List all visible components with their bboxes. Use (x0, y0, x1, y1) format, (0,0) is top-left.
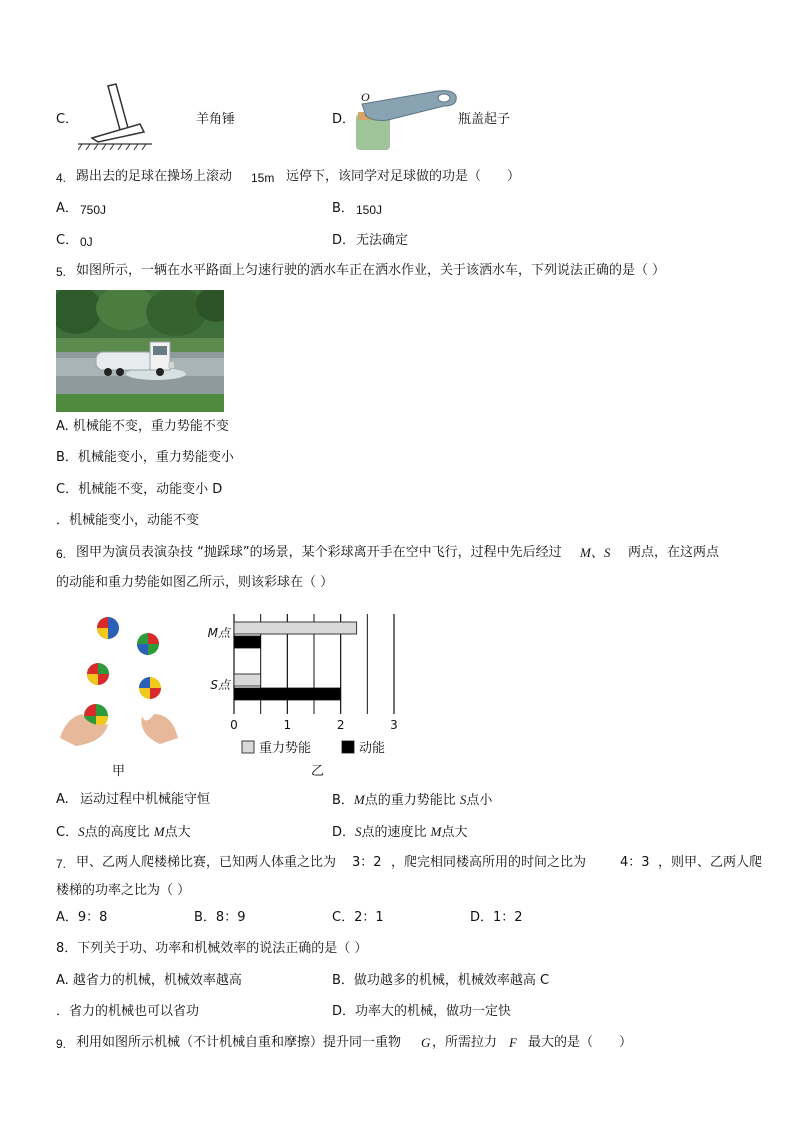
legend-label-0: 重力势能 (259, 741, 312, 756)
q6-option-d-letter: D． (332, 825, 356, 840)
q7-stem-line2: 楼梯的功率之比为（ ） (56, 883, 191, 898)
q6-option-d-post: 点大 (441, 825, 468, 840)
q6-option-d-point2: M (430, 824, 442, 839)
q7-option-b: B．8：9 (194, 910, 246, 925)
q5-option-c: C．机械能不变，动能变小 D (56, 482, 223, 497)
x-tick-label-0: 0 (230, 718, 238, 732)
q6-option-c-mid: 点的高度比 (84, 825, 150, 840)
legend-label-1: 动能 (359, 741, 386, 756)
q4-stem-b: 远停下，该同学对足球做的功是（ ） (286, 169, 521, 184)
q3-option-d-pivot-label: O (361, 90, 370, 104)
q6-option-b-point1: M (353, 792, 365, 807)
q9-force-symbol: F (509, 1035, 517, 1050)
q4-option-c-text: 0J (80, 235, 93, 249)
energy-bar-chart (200, 610, 410, 758)
q6-option-d (332, 824, 468, 841)
q7-option-a: A．9：8 (56, 910, 108, 925)
q6-stem-a: 图甲为演员表演杂技 “抛踩球”的场景，某个彩球离开手在空中飞行，过程中先后经过 (76, 545, 562, 560)
q6-option-d-mid: 点的速度比 (361, 825, 427, 840)
q9-weight-symbol: G (421, 1035, 431, 1050)
q9-stem-a: 利用如图所示机械（不计机械自重和摩擦）提升同一重物 (76, 1035, 402, 1050)
legend-swatch-1 (342, 741, 354, 753)
q7-number: 7. (56, 857, 67, 871)
x-tick-label-3: 3 (390, 718, 398, 732)
q8-stem: 8．下列关于功、功率和机械效率的说法正确的是（ ） (56, 941, 368, 956)
q4-number: 4. (56, 171, 67, 185)
q5-option-b: B．机械能变小，重力势能变小 (56, 450, 234, 465)
category-label-1: S点 (210, 678, 230, 692)
q3-option-d-letter: D． (332, 112, 356, 127)
q6-number: 6. (56, 547, 67, 561)
q8-option-d: D．功率大的机械，做功一定快 (332, 1004, 512, 1019)
q4-option-a-text: 750J (80, 203, 107, 217)
bar-0-1 (234, 674, 261, 686)
q4-option-c-letter: C． (56, 233, 79, 248)
q6-option-b (332, 792, 492, 809)
q3-option-c-letter: C． (56, 112, 79, 127)
q8-option-a: A. 越省力的机械，机械效率越高 (56, 973, 242, 988)
q6-stem-b: 两点，在这两点 (628, 545, 720, 560)
q9-number: 9. (56, 1037, 67, 1051)
q6-points: M、S (580, 545, 611, 560)
q6-option-b-letter: B． (332, 793, 354, 808)
bar-1-0 (234, 636, 261, 648)
q5-stem: 如图所示，一辆在水平路面上匀速行驶的洒水车正在洒水作业，关于该洒水车，下列说法正确的是（ ） (76, 263, 666, 278)
q6-option-a-letter: A. (56, 792, 69, 807)
q4-option-b-letter: B． (332, 201, 354, 216)
q7-stem-a: 甲、乙两人爬楼梯比赛，已知两人体重之比为 (76, 855, 337, 870)
q6-option-c-letter: C． (56, 825, 79, 840)
ball-1 (97, 617, 119, 639)
q7-ratio1: 3：2 (352, 855, 382, 870)
q7-option-c: C．2：1 (332, 910, 384, 925)
q4-distance: 15m (251, 171, 275, 185)
q3-option-c-label: 羊角锤 (196, 112, 236, 127)
x-tick-label-2: 2 (336, 718, 345, 732)
q4-option-d-text: 无法确定 (356, 233, 409, 248)
q9-stem-b: ，所需拉力 (432, 1035, 498, 1050)
q4-option-a-letter: A． (56, 201, 78, 216)
x-tick-label-1: 1 (283, 718, 292, 732)
q7-stem-c: ，则甲、乙两人爬 (658, 855, 763, 870)
q7-stem-b: ，爬完相同楼高所用的时间之比为 (391, 855, 587, 870)
legend-swatch-0 (242, 741, 254, 753)
category-label-0: M点 (207, 626, 230, 640)
q5-number: 5. (56, 265, 67, 279)
q6-caption-a: 甲 (112, 764, 126, 779)
bar-0-0 (234, 622, 357, 634)
q5-option-a: A. 机械能不变，重力势能不变 (56, 419, 229, 434)
q7-option-d: D．1：2 (470, 910, 523, 925)
q8-option-c: ．省力的机械也可以省功 (56, 1004, 200, 1019)
claw-hammer-figure (78, 80, 156, 156)
q9-stem-c: 最大的是（ ） (528, 1035, 633, 1050)
q7-ratio2: 4：3 (620, 855, 650, 870)
q4-option-d-letter: D． (332, 233, 356, 248)
q6-option-c-post: 点大 (164, 825, 191, 840)
q6-option-b-point2: S (459, 792, 467, 807)
q6-option-c-point1: S (78, 824, 85, 839)
q5-option-d: ．机械能变小，动能不变 (56, 513, 200, 528)
q6-option-b-mid: 点的重力势能比 (364, 793, 456, 808)
q4-stem-a: 踢出去的足球在操场上滚动 (76, 169, 233, 184)
q8-option-b: B．做功越多的机械，机械效率越高 C (332, 973, 550, 988)
q6-option-c (56, 824, 191, 841)
bar-1-1 (234, 688, 341, 700)
q6-option-d-point1: S (355, 824, 362, 839)
q6-option-a-text: 运动过程中机械能守恒 (80, 792, 211, 807)
q3-option-d-label: 瓶盖起子 (458, 112, 511, 127)
q6-option-c-point2: M (153, 824, 165, 839)
sprinkler-truck-photo (56, 290, 224, 412)
juggling-balls-photo (56, 610, 184, 748)
q4-option-b-text: 150J (356, 203, 383, 217)
q6-stem-line2: 的动能和重力势能如图乙所示，则该彩球在（ ） (56, 575, 334, 590)
q6-caption-b: 乙 (311, 764, 325, 779)
q6-option-b-post: 点小 (466, 793, 493, 808)
